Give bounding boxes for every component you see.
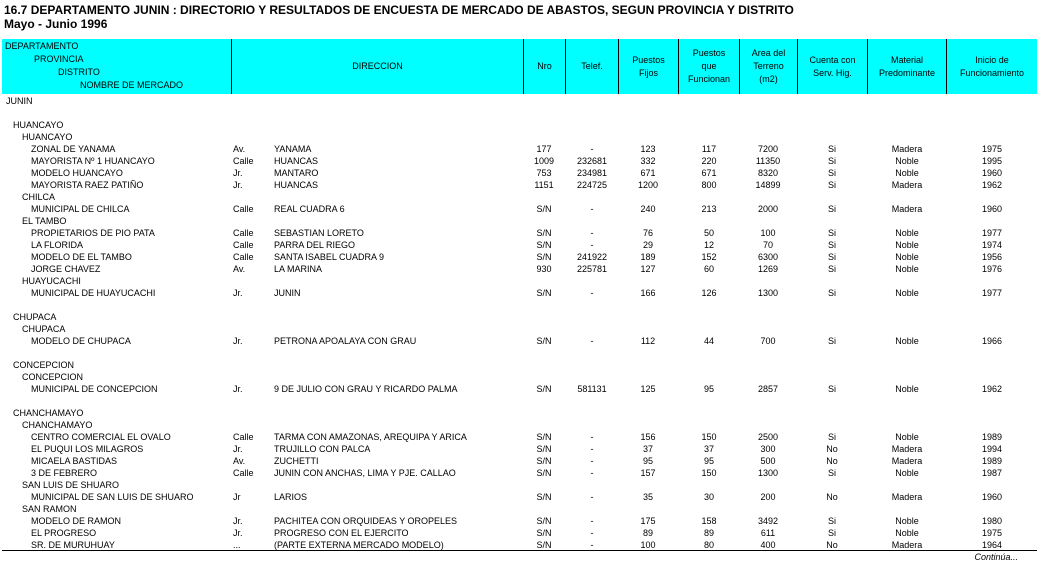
address-cell: JUNIN	[274, 288, 301, 298]
market-name-cell: MUNICIPAL DE HUAYUCACHI	[31, 288, 156, 298]
telephone-cell: -	[590, 228, 594, 238]
street-type-cell: Av.	[233, 144, 246, 154]
market-row	[0, 443, 1039, 455]
material-cell: Noble	[895, 528, 919, 538]
area-terreno-cell: 6300	[757, 252, 779, 262]
market-name-cell: MODELO DE RAMON	[31, 516, 122, 526]
address-cell: ZUCHETTI	[274, 456, 319, 466]
material-cell: Noble	[895, 432, 919, 442]
header-puestos-funcionan: Puestos que Funcionan	[679, 39, 740, 94]
number-cell: S/N	[536, 468, 552, 478]
puestos-funcionan-cell: 126	[701, 288, 717, 298]
street-type-cell: Calle	[233, 468, 254, 478]
market-name-cell: CENTRO COMERCIAL EL OVALO	[31, 432, 171, 442]
street-type-cell: Jr.	[233, 180, 243, 190]
inicio-cell: 1962	[981, 180, 1003, 190]
inicio-cell: 1977	[981, 228, 1003, 238]
district-row	[0, 275, 1039, 287]
market-row	[0, 239, 1039, 251]
puestos-funcionan-cell: 152	[701, 252, 717, 262]
table-body	[0, 95, 1039, 551]
street-type-cell: Jr.	[233, 384, 243, 394]
serv-hig-cell: Si	[827, 528, 836, 538]
market-name-cell: MAYORISTA RAEZ PATIÑO	[31, 180, 144, 190]
telephone-cell: -	[590, 540, 594, 550]
serv-hig-cell: Si	[827, 264, 836, 274]
district-row	[0, 215, 1039, 227]
serv-hig-cell: No	[826, 540, 838, 550]
district-label: CHILCA	[22, 192, 56, 202]
number-cell: S/N	[536, 540, 552, 550]
address-cell: MANTARO	[274, 168, 319, 178]
spacer-row	[0, 299, 1039, 311]
market-row	[0, 527, 1039, 539]
telephone-cell: 224725	[576, 180, 608, 190]
puestos-funcionan-cell: 117	[701, 144, 717, 154]
street-type-cell: Calle	[233, 228, 254, 238]
inicio-cell: 1989	[981, 456, 1003, 466]
header-location	[2, 39, 232, 94]
address-cell: LARIOS	[274, 492, 308, 502]
number-cell: S/N	[536, 384, 552, 394]
serv-hig-cell: Si	[827, 252, 836, 262]
market-row	[0, 263, 1039, 275]
page-title: 16.7 DEPARTAMENTO JUNIN : DIRECTORIO Y RESULTADOS DE ENCUESTA DE MERCADO DE ABASTOS, SEGUN PROVINCIA Y DISTRITO	[4, 3, 794, 17]
province-label: CHANCHAMAYO	[13, 408, 84, 418]
material-cell: Noble	[895, 228, 919, 238]
puestos-funcionan-cell: 95	[703, 456, 714, 466]
number-cell: 1009	[533, 156, 555, 166]
market-name-cell: MUNICIPAL DE SAN LUIS DE SHUARO	[31, 492, 194, 502]
header-material: Material Predominante	[868, 39, 947, 94]
address-cell: YANAMA	[274, 144, 312, 154]
puestos-fijos-cell: 157	[640, 468, 656, 478]
bottom-rule	[2, 550, 1037, 551]
area-terreno-cell: 1300	[757, 468, 779, 478]
market-name-cell: MODELO HUANCAYO	[31, 168, 123, 178]
puestos-funcionan-cell: 80	[703, 540, 714, 550]
spacer-row	[0, 347, 1039, 359]
header-puestos-fijos: Puestos Fijos	[619, 39, 679, 94]
district-label: CONCEPCION	[22, 372, 84, 382]
market-name-cell: MICAELA BASTIDAS	[31, 456, 118, 466]
puestos-fijos-cell: 76	[642, 228, 653, 238]
serv-hig-cell: Si	[827, 204, 836, 214]
table-header	[2, 39, 1037, 94]
header-nro: Nro	[524, 39, 566, 94]
puestos-funcionan-cell: 12	[703, 240, 714, 250]
inicio-cell: 1976	[981, 264, 1003, 274]
department-row	[0, 95, 1039, 107]
inicio-cell: 1964	[981, 540, 1003, 550]
telephone-cell: -	[590, 492, 594, 502]
material-cell: Noble	[895, 336, 919, 346]
market-row	[0, 227, 1039, 239]
number-cell: S/N	[536, 528, 552, 538]
header-distrito: DISTRITO	[58, 67, 100, 77]
inicio-cell: 1980	[981, 516, 1003, 526]
header-cuenta-serv: Cuenta con Serv. Hig.	[798, 39, 868, 94]
market-row	[0, 251, 1039, 263]
street-type-cell: Av.	[233, 456, 246, 466]
market-name-cell: MODELO DE EL TAMBO	[31, 252, 132, 262]
telephone-cell: 234981	[576, 168, 608, 178]
market-row	[0, 467, 1039, 479]
market-name-cell: JORGE CHAVEZ	[31, 264, 101, 274]
street-type-cell: Calle	[233, 252, 254, 262]
area-terreno-cell: 3492	[757, 516, 779, 526]
telephone-cell: 232681	[576, 156, 608, 166]
area-terreno-cell: 500	[760, 456, 776, 466]
district-row	[0, 371, 1039, 383]
puestos-funcionan-cell: 213	[701, 204, 717, 214]
header-inicio: Inicio de Funcionamiento	[959, 54, 1025, 78]
puestos-funcionan-cell: 60	[703, 264, 714, 274]
puestos-fijos-cell: 332	[640, 156, 656, 166]
puestos-fijos-cell: 100	[640, 540, 656, 550]
street-type-cell: Calle	[233, 204, 254, 214]
puestos-fijos-cell: 35	[642, 492, 653, 502]
number-cell: 930	[536, 264, 552, 274]
market-row	[0, 287, 1039, 299]
address-cell: REAL CUADRA 6	[274, 204, 345, 214]
market-name-cell: SR. DE MURUHUAY	[31, 540, 115, 550]
material-cell: Noble	[895, 288, 919, 298]
telephone-cell: 225781	[576, 264, 608, 274]
street-type-cell: Jr.	[233, 288, 243, 298]
serv-hig-cell: Si	[827, 168, 836, 178]
material-cell: Noble	[895, 156, 919, 166]
telephone-cell: -	[590, 516, 594, 526]
market-row	[0, 515, 1039, 527]
inicio-cell: 1975	[981, 144, 1003, 154]
page-subtitle: Mayo - Junio 1996	[4, 17, 108, 31]
area-terreno-cell: 2500	[757, 432, 779, 442]
material-cell: Noble	[895, 252, 919, 262]
market-name-cell: PROPIETARIOS DE PIO PATA	[31, 228, 155, 238]
number-cell: S/N	[536, 456, 552, 466]
area-terreno-cell: 1300	[757, 288, 779, 298]
address-cell: PETRONA APOALAYA CON GRAU	[274, 336, 417, 346]
puestos-funcionan-cell: 150	[701, 468, 717, 478]
address-cell: JUNIN CON ANCHAS, LIMA Y PJE. CALLAO	[274, 468, 456, 478]
street-type-cell: Calle	[233, 156, 254, 166]
material-cell: Madera	[891, 144, 923, 154]
street-type-cell: Jr	[233, 492, 241, 502]
area-terreno-cell: 70	[762, 240, 773, 250]
telephone-cell: -	[590, 288, 594, 298]
district-row	[0, 323, 1039, 335]
puestos-fijos-cell: 671	[640, 168, 656, 178]
puestos-funcionan-cell: 50	[703, 228, 714, 238]
inicio-cell: 1960	[981, 492, 1003, 502]
serv-hig-cell: Si	[827, 156, 836, 166]
serv-hig-cell: Si	[827, 180, 836, 190]
number-cell: S/N	[536, 288, 552, 298]
district-label: CHUPACA	[22, 324, 66, 334]
serv-hig-cell: No	[826, 444, 838, 454]
market-name-cell: ZONAL DE YANAMA	[31, 144, 116, 154]
address-cell: PACHITEA CON ORQUIDEAS Y OROPELES	[274, 516, 458, 526]
inicio-cell: 1977	[981, 288, 1003, 298]
inicio-cell: 1960	[981, 204, 1003, 214]
serv-hig-cell: No	[826, 492, 838, 502]
market-name-cell: EL PROGRESO	[31, 528, 97, 538]
inicio-cell: 1962	[981, 384, 1003, 394]
market-row	[0, 383, 1039, 395]
number-cell: S/N	[536, 444, 552, 454]
material-cell: Noble	[895, 264, 919, 274]
inicio-cell: 1956	[981, 252, 1003, 262]
puestos-funcionan-cell: 37	[703, 444, 714, 454]
telephone-cell: 581131	[577, 384, 607, 394]
spacer-row	[0, 107, 1039, 119]
area-terreno-cell: 2857	[757, 384, 779, 394]
area-terreno-cell: 100	[760, 228, 776, 238]
street-type-cell: Jr.	[233, 528, 243, 538]
telephone-cell: -	[590, 432, 594, 442]
address-cell: HUANCAS	[274, 156, 319, 166]
puestos-funcionan-cell: 220	[701, 156, 717, 166]
address-cell: SANTA ISABEL CUADRA 9	[274, 252, 385, 262]
puestos-funcionan-cell: 95	[703, 384, 714, 394]
market-row	[0, 167, 1039, 179]
serv-hig-cell: Si	[827, 336, 836, 346]
province-row	[0, 359, 1039, 371]
number-cell: S/N	[536, 336, 552, 346]
area-terreno-cell: 400	[760, 540, 776, 550]
material-cell: Madera	[891, 444, 923, 454]
street-type-cell: Calle	[233, 432, 254, 442]
serv-hig-cell: Si	[827, 432, 836, 442]
street-type-cell: Calle	[233, 240, 254, 250]
number-cell: S/N	[536, 252, 552, 262]
district-row	[0, 131, 1039, 143]
puestos-fijos-cell: 240	[640, 204, 656, 214]
material-cell: Madera	[891, 456, 923, 466]
inicio-cell: 1974	[981, 240, 1003, 250]
number-cell: 753	[536, 168, 552, 178]
puestos-fijos-cell: 29	[642, 240, 653, 250]
market-name-cell: MAYORISTA Nº 1 HUANCAYO	[31, 156, 155, 166]
inicio-cell: 1960	[981, 168, 1003, 178]
district-label: EL TAMBO	[22, 216, 67, 226]
district-row	[0, 419, 1039, 431]
province-label: CHUPACA	[13, 312, 57, 322]
puestos-fijos-cell: 127	[640, 264, 656, 274]
number-cell: S/N	[536, 204, 552, 214]
telephone-cell: -	[590, 204, 594, 214]
market-name-cell: 3 DE FEBRERO	[31, 468, 98, 478]
area-terreno-cell: 8320	[757, 168, 779, 178]
market-row	[0, 155, 1039, 167]
serv-hig-cell: Si	[827, 240, 836, 250]
district-label: HUAYUCACHI	[22, 276, 81, 286]
telephone-cell: -	[590, 336, 594, 346]
district-row	[0, 191, 1039, 203]
inicio-cell: 1989	[981, 432, 1003, 442]
header-nombre-mercado: NOMBRE DE MERCADO	[80, 80, 184, 90]
puestos-funcionan-cell: 150	[701, 432, 717, 442]
market-row	[0, 179, 1039, 191]
row-container	[0, 107, 1039, 551]
province-row	[0, 119, 1039, 131]
telephone-cell: 241922	[576, 252, 608, 262]
telephone-cell: -	[590, 468, 594, 478]
puestos-funcionan-cell: 671	[701, 168, 717, 178]
inicio-cell: 1966	[981, 336, 1003, 346]
street-type-cell: Jr.	[233, 336, 243, 346]
number-cell: 177	[536, 144, 552, 154]
area-terreno-cell: 611	[760, 528, 776, 538]
material-cell: Madera	[891, 204, 923, 214]
header-departamento: DEPARTAMENTO	[5, 41, 79, 51]
district-row	[0, 479, 1039, 491]
market-row	[0, 455, 1039, 467]
inicio-cell: 1975	[981, 528, 1003, 538]
area-terreno-cell: 2000	[757, 204, 779, 214]
inicio-cell: 1987	[981, 468, 1003, 478]
street-type-cell: Av.	[233, 264, 246, 274]
serv-hig-cell: No	[826, 456, 838, 466]
puestos-fijos-cell: 175	[640, 516, 656, 526]
puestos-fijos-cell: 189	[640, 252, 656, 262]
area-terreno-cell: 200	[760, 492, 776, 502]
puestos-funcionan-cell: 89	[703, 528, 714, 538]
material-cell: Madera	[891, 180, 923, 190]
puestos-fijos-cell: 37	[642, 444, 653, 454]
serv-hig-cell: Si	[827, 516, 836, 526]
address-cell: SEBASTIAN LORETO	[274, 228, 364, 238]
market-row	[0, 335, 1039, 347]
puestos-fijos-cell: 156	[640, 432, 656, 442]
material-cell: Noble	[895, 240, 919, 250]
market-name-cell: LA FLORIDA	[31, 240, 84, 250]
telephone-cell: -	[590, 528, 594, 538]
address-cell: PROGRESO CON EL EJERCITO	[274, 528, 409, 538]
telephone-cell: -	[590, 444, 594, 454]
address-cell: 9 DE JULIO CON GRAU Y RICARDO PALMA	[274, 384, 458, 394]
district-label: SAN LUIS DE SHUARO	[22, 480, 120, 490]
puestos-funcionan-cell: 800	[701, 180, 717, 190]
serv-hig-cell: Si	[827, 468, 836, 478]
province-label: HUANCAYO	[13, 120, 64, 130]
market-row	[0, 203, 1039, 215]
number-cell: S/N	[536, 492, 552, 502]
market-row	[0, 431, 1039, 443]
number-cell: 1151	[534, 180, 554, 190]
province-row	[0, 407, 1039, 419]
continua-note: Continúa...	[974, 552, 1018, 562]
district-label: HUANCAYO	[22, 132, 73, 142]
inicio-cell: 1995	[981, 156, 1003, 166]
header-area: Area del Terreno (m2)	[740, 39, 798, 94]
inicio-cell: 1994	[981, 444, 1003, 454]
province-row	[0, 311, 1039, 323]
market-name-cell: MUNICIPAL DE CHILCA	[31, 204, 130, 214]
district-label: CHANCHAMAYO	[22, 420, 93, 430]
serv-hig-cell: Si	[827, 384, 836, 394]
puestos-funcionan-cell: 44	[703, 336, 714, 346]
puestos-fijos-cell: 123	[640, 144, 656, 154]
number-cell: S/N	[536, 516, 552, 526]
puestos-fijos-cell: 166	[640, 288, 656, 298]
street-type-cell: ...	[233, 540, 241, 550]
address-cell: HUANCAS	[274, 180, 319, 190]
market-row	[0, 143, 1039, 155]
district-label: SAN RAMON	[22, 504, 77, 514]
number-cell: S/N	[536, 432, 552, 442]
serv-hig-cell: Si	[827, 144, 836, 154]
telephone-cell: -	[590, 456, 594, 466]
material-cell: Madera	[891, 492, 923, 502]
puestos-fijos-cell: 1200	[637, 180, 659, 190]
header-telef: Telef.	[566, 39, 619, 94]
material-cell: Noble	[895, 468, 919, 478]
area-terreno-cell: 14899	[755, 180, 781, 190]
address-cell: TRUJILLO CON PALCA	[274, 444, 371, 454]
puestos-funcionan-cell: 30	[703, 492, 714, 502]
spacer-row	[0, 395, 1039, 407]
market-row	[0, 491, 1039, 503]
address-cell: TARMA CON AMAZONAS, AREQUIPA Y ARICA	[274, 432, 467, 442]
area-terreno-cell: 1269	[757, 264, 779, 274]
material-cell: Noble	[895, 384, 919, 394]
market-name-cell: MUNICIPAL DE CONCEPCION	[31, 384, 158, 394]
telephone-cell: -	[590, 240, 594, 250]
area-terreno-cell: 700	[760, 336, 776, 346]
area-terreno-cell: 11350	[755, 156, 781, 166]
serv-hig-cell: Si	[827, 228, 836, 238]
address-cell: LA MARINA	[274, 264, 323, 274]
number-cell: S/N	[536, 228, 552, 238]
department-label: JUNIN	[6, 96, 33, 106]
market-name-cell: MODELO DE CHUPACA	[31, 336, 131, 346]
street-type-cell: Jr.	[233, 168, 243, 178]
number-cell: S/N	[536, 240, 552, 250]
area-terreno-cell: 300	[760, 444, 776, 454]
puestos-fijos-cell: 95	[642, 456, 653, 466]
area-terreno-cell: 7200	[757, 144, 779, 154]
puestos-fijos-cell: 112	[640, 336, 656, 346]
material-cell: Madera	[891, 540, 923, 550]
serv-hig-cell: Si	[827, 288, 836, 298]
material-cell: Noble	[895, 516, 919, 526]
header-provincia: PROVINCIA	[34, 54, 84, 64]
puestos-fijos-cell: 125	[640, 384, 656, 394]
puestos-funcionan-cell: 158	[701, 516, 717, 526]
street-type-cell: Jr.	[233, 444, 243, 454]
province-label: CONCEPCION	[13, 360, 75, 370]
market-name-cell: EL PUQUI LOS MILAGROS	[31, 444, 144, 454]
telephone-cell: -	[590, 144, 594, 154]
puestos-fijos-cell: 89	[642, 528, 653, 538]
address-cell: PARRA DEL RIEGO	[274, 240, 356, 250]
header-direccion: DIRECCION	[232, 39, 524, 94]
material-cell: Noble	[895, 168, 919, 178]
district-row	[0, 503, 1039, 515]
address-cell: (PARTE EXTERNA MERCADO MODELO)	[274, 540, 444, 550]
street-type-cell: Jr.	[233, 516, 243, 526]
